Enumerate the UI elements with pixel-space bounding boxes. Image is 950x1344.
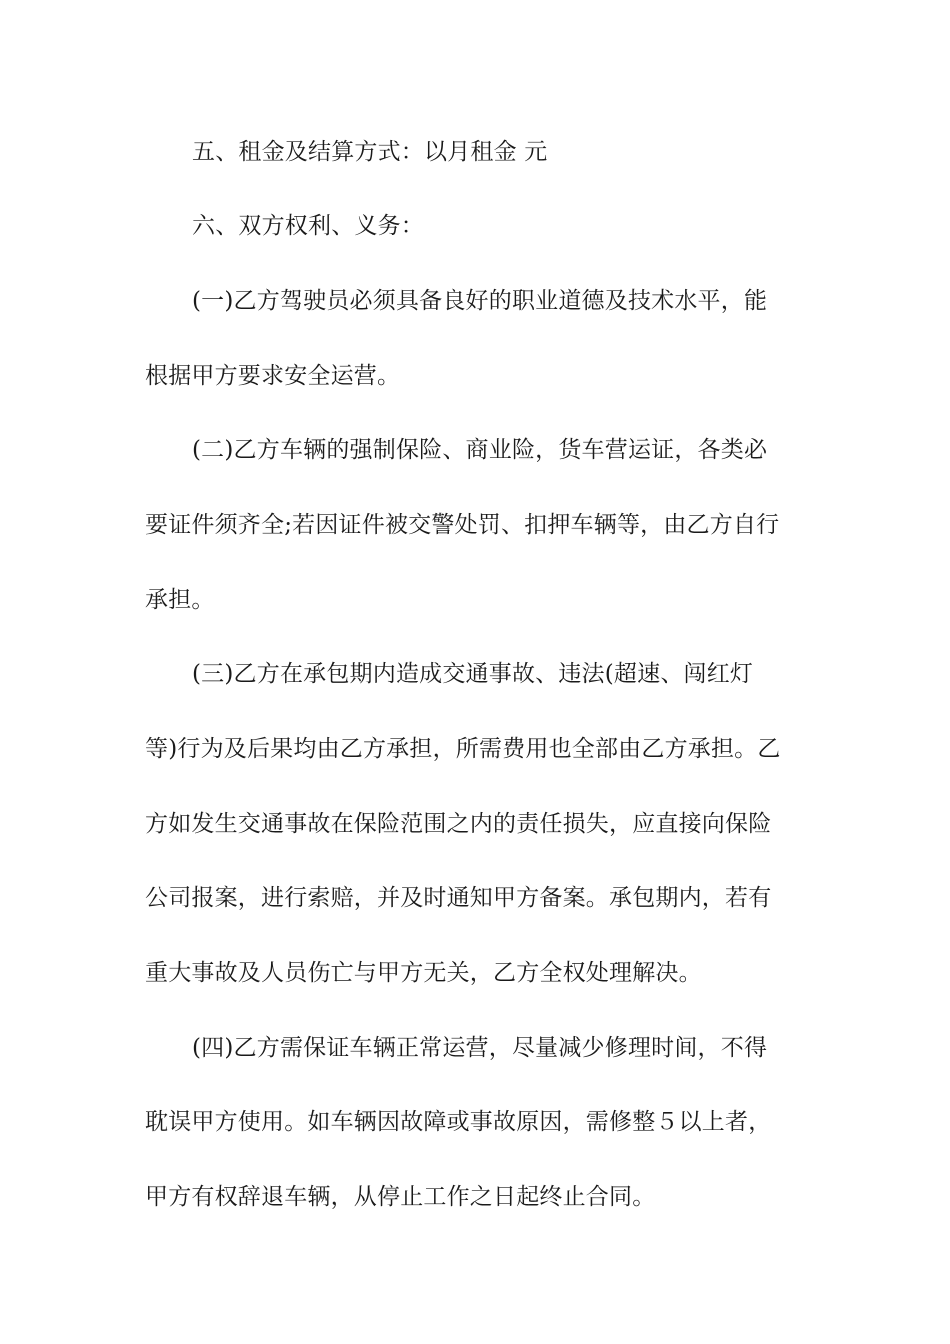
clause-3-line-4: 公司报案，进行索赔，并及时通知甲方备案。承包期内，若有: [145, 885, 772, 911]
clause-2-line-1: (二)乙方车辆的强制保险、商业险，货车营运证，各类必: [192, 437, 768, 463]
section-5-heading: 五、租金及结算方式：以月租金 元: [192, 139, 548, 165]
clause-1-line-1: (一)乙方驾驶员必须具备良好的职业道德及技术水平，能: [192, 288, 768, 314]
clause-3-line-1: (三)乙方在承包期内造成交通事故、违法(超速、闯红灯: [192, 661, 754, 687]
clause-2-line-3: 承担。: [145, 587, 215, 613]
clause-3-line-2: 等)行为及后果均由乙方承担，所需费用也全部由乙方承担。乙: [145, 736, 781, 762]
clause-4-line-2: 耽误甲方使用。如车辆因故障或事故原因，需修整５以上者，: [145, 1109, 772, 1135]
clause-3-line-3: 方如发生交通事故在保险范围之内的责任损失，应直接向保险: [145, 811, 772, 837]
clause-2-line-2: 要证件须齐全;若因证件被交警处罚、扣押车辆等，由乙方自行: [145, 512, 780, 538]
clause-4-line-3: 甲方有权辞退车辆，从停止工作之日起终止合同。: [145, 1184, 656, 1210]
clause-4-line-1: (四)乙方需保证车辆正常运营，尽量减少修理时间，不得: [192, 1035, 768, 1061]
clause-3-line-5: 重大事故及人员伤亡与甲方无关，乙方全权处理解决。: [145, 960, 702, 986]
clause-1-line-2: 根据甲方要求安全运营。: [145, 363, 401, 389]
section-6-heading: 六、双方权利、义务：: [192, 213, 424, 239]
